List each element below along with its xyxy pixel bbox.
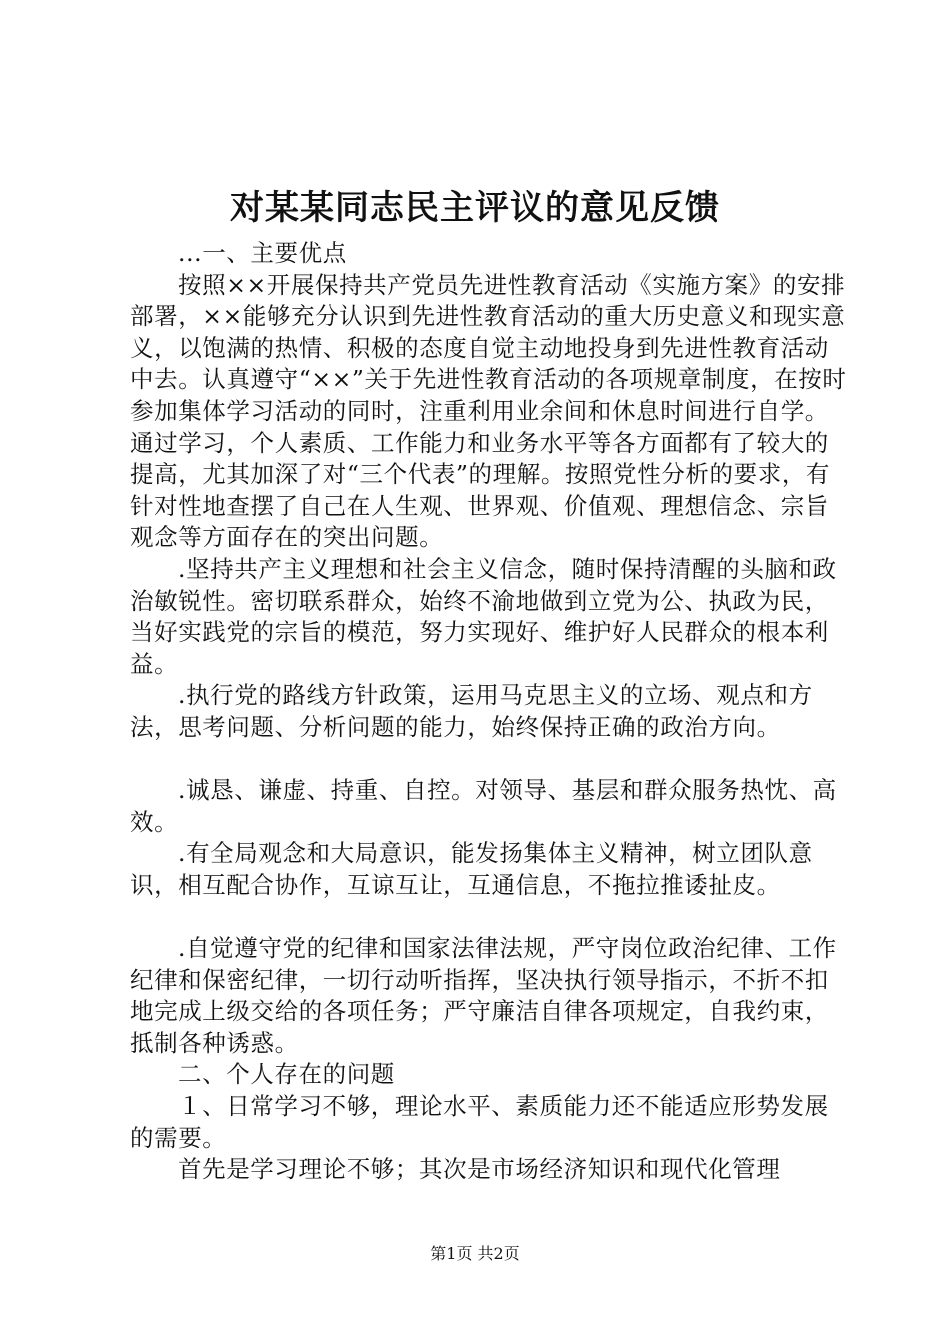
document-body	[130, 238, 852, 1186]
section-heading: 二、个人存在的问题	[178, 1060, 395, 1089]
body-paragraph: .自觉遵守党的纪律和国家法律法规，严守岗位政治纪律、工作纪律和保密纪律，一切行动听指挥，坚决执行领导指示，不折不扣地完成上级交给的各项任务；严守廉洁自律各项规定，自我约束，抵制各种诱惑。	[130, 934, 837, 1057]
section-heading: ...一、主要优点	[178, 239, 347, 267]
body-paragraph: .执行党的路线方针政策，运用马克思主义的立场、观点和方法，思考问题、分析问题的能力，始终保持正确的政治方向。	[130, 681, 813, 741]
page-number: 第1页 共2页	[430, 1244, 520, 1263]
document-title: 对某某同志民主评议的意见反馈	[230, 188, 720, 228]
body-paragraph: .坚持共产主义理想和社会主义信念，随时保持清醒的头脑和政治敏锐性。密切联系群众，始终不渝地做到立党为公、执政为民，当好实践党的宗旨的模范，努力实现好、维护好人民群众的根本利益。	[130, 554, 837, 678]
body-paragraph: .有全局观念和大局意识，能发扬集体主义精神，树立团队意识，相互配合协作，互谅互让，互通信息，不拖拉推诿扯皮。	[130, 839, 813, 899]
body-paragraph: 按照××开展保持共产党员先进性教育活动《实施方案》的安排部署，××能够充分认识到先进性教育活动的重大历史意义和现实意义，以饱满的热情、积极的态度自觉主动地投身到先进性教育活动中去。认真遵守“××”关于先进性教育活动的各项规章制度，在按时参加集体学习活动的同时，注重利用业余间和休息时间进行自学。通过学习，个人素质、工作能力和业务水平等各方面都有了较大的提高，尤其加深了对“三个代表”的理解。按照党性分析的要求，有针对性地查摆了自己在人生观、世界观、价值观、理想信念、宗旨观念等方面存在的突出问题。	[130, 270, 847, 552]
body-paragraph: .诚恳、谦虚、持重、自控。对领导、基层和群众服务热忱、高效。	[130, 776, 837, 836]
body-paragraph: １、日常学习不够，理论水平、素质能力还不能适应形势发展的需要。	[130, 1092, 829, 1152]
body-paragraph: 首先是学习理论不够；其次是市场经济知识和现代化管理	[178, 1155, 781, 1184]
